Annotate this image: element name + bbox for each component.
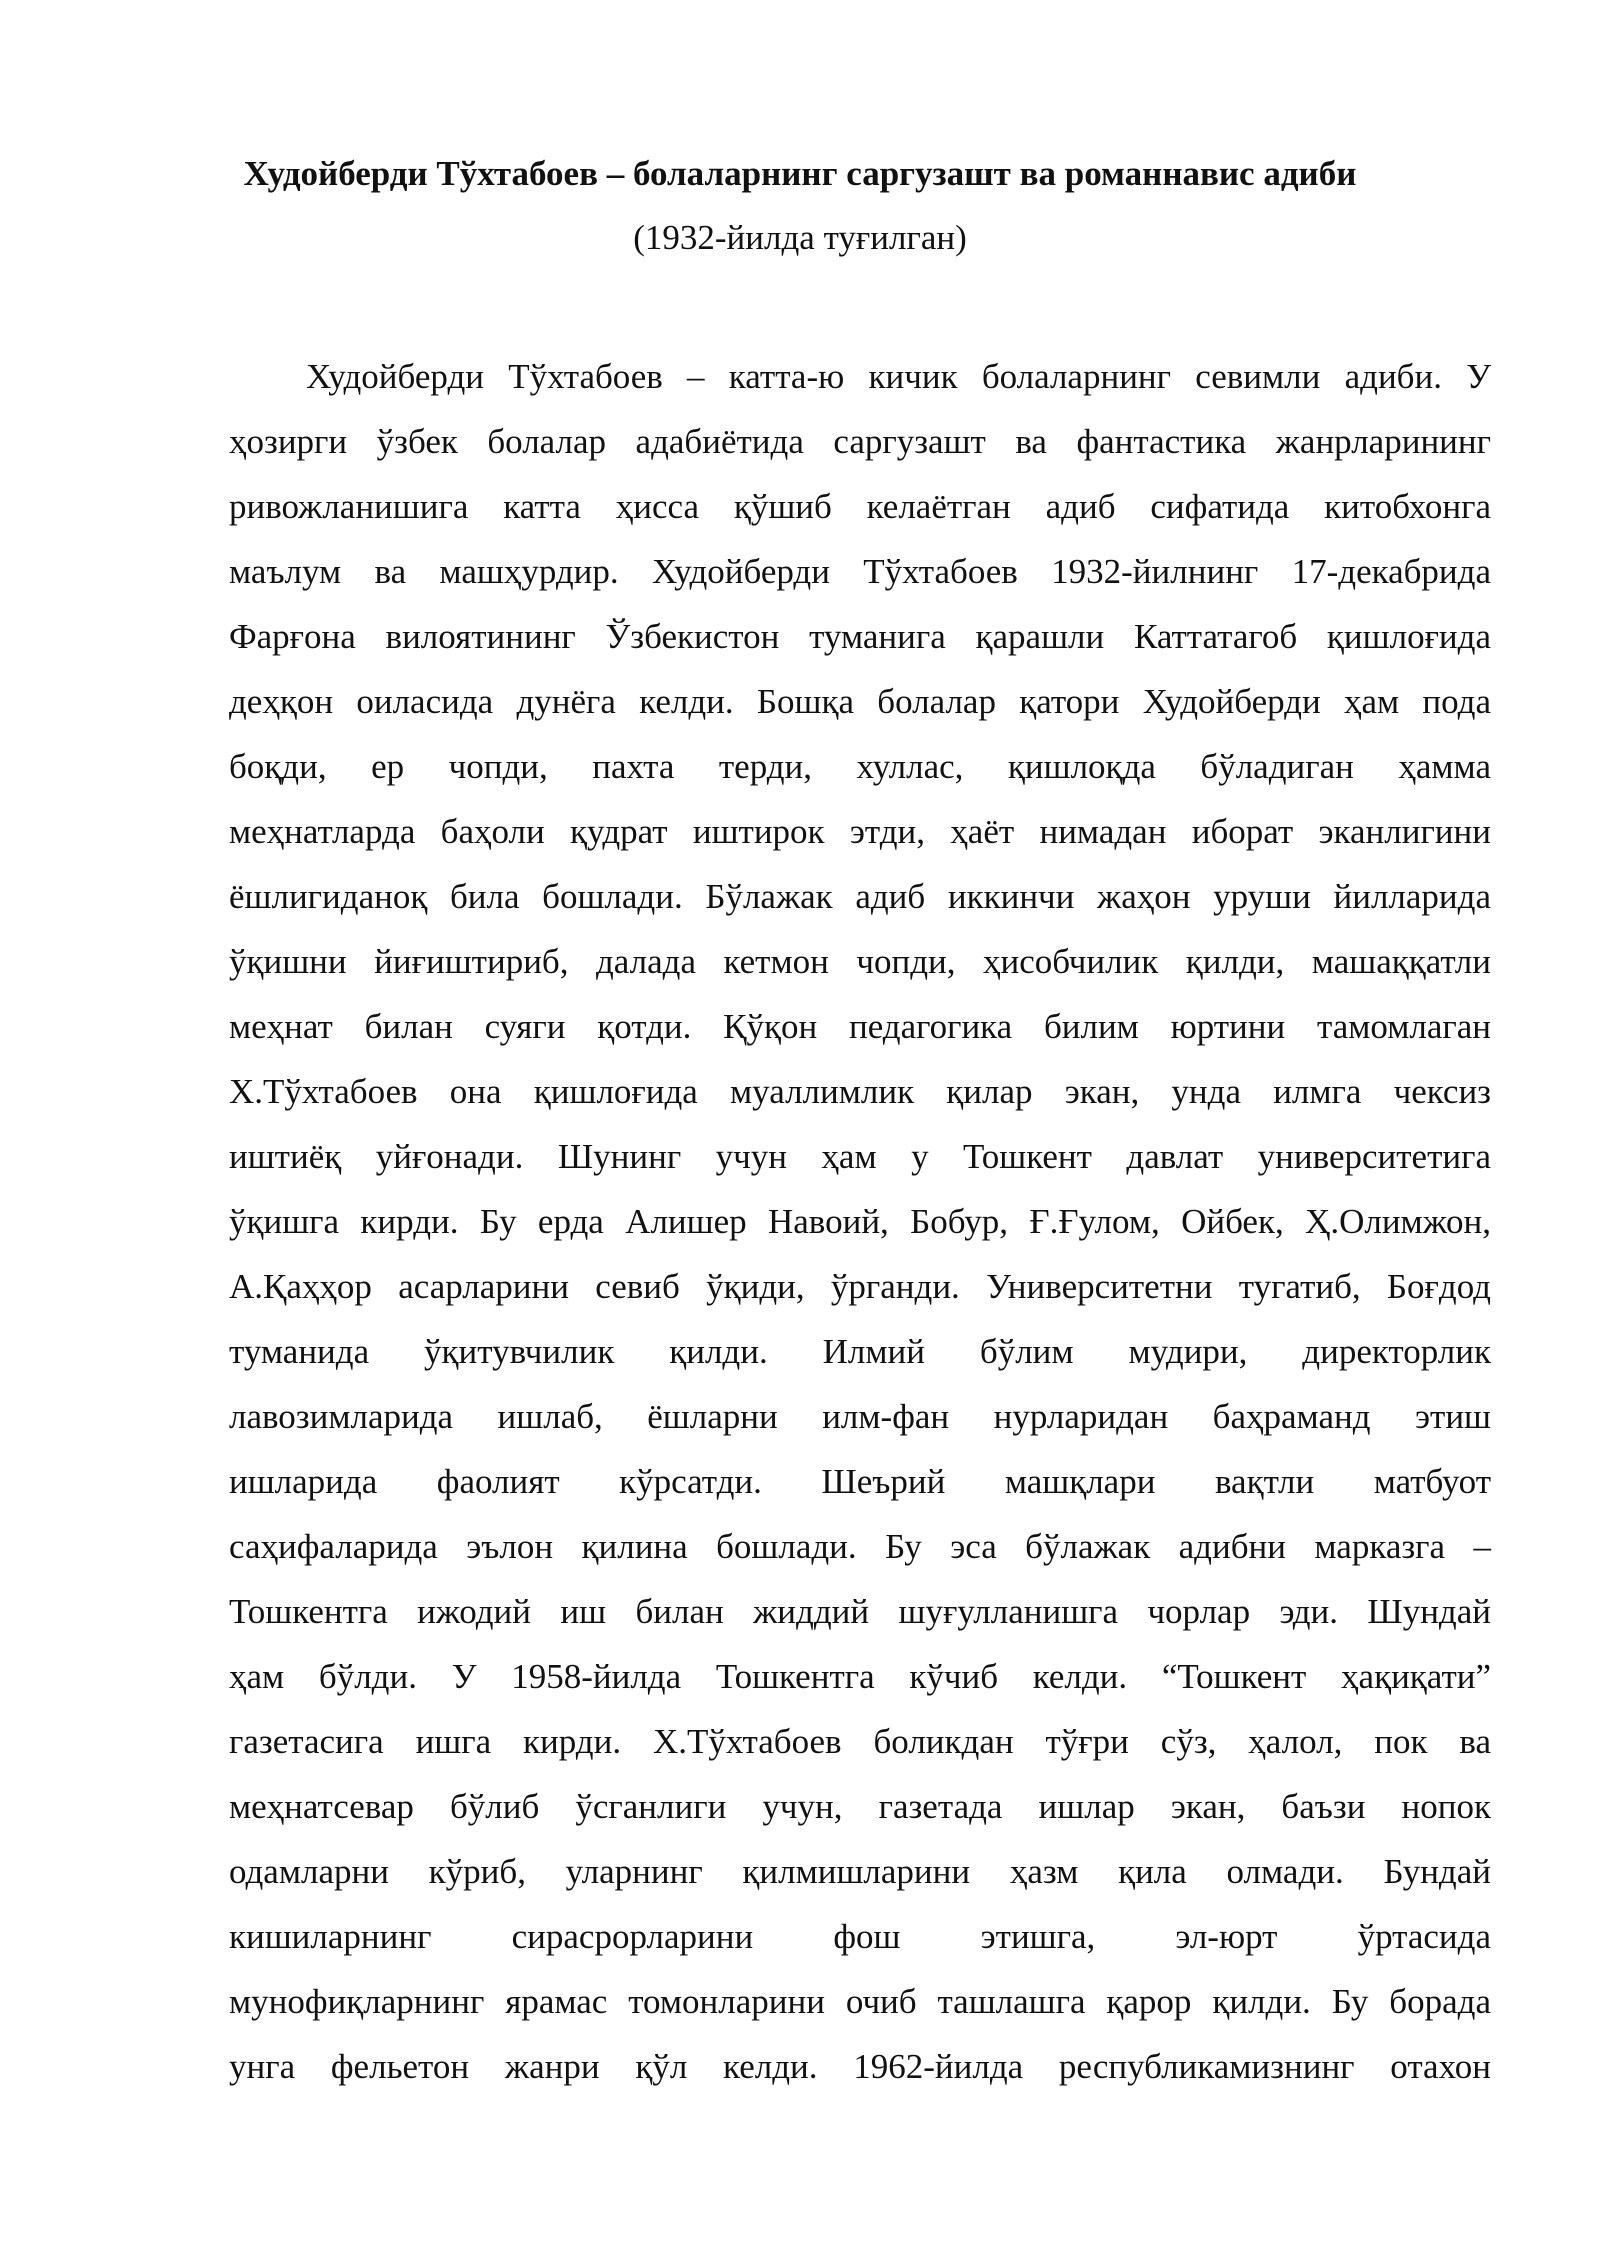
text-line: ҳозирги ўзбек болалар адабиётида саргузашт ва фантастика жанрларининг <box>229 422 1491 461</box>
text-line: меҳнатларда баҳоли қудрат иштирок этди, ҳаёт нимадан иборат эканлигини <box>229 812 1491 851</box>
text-line: ривожланишига катта ҳисса қўшиб келаётган адиб сифатида китобхонга <box>229 487 1491 526</box>
text-line: меҳнат билан суяги қотди. Қўқон педагогика билим юртини тамомлаган <box>229 1007 1491 1046</box>
text-line: А.Қаҳҳор асарларини севиб ўқиди, ўрганди. Университетни тугатиб, Боғдод <box>229 1267 1491 1306</box>
text-line: Худойберди Тўхтабоев – катта-ю кичик болаларнинг севимли адиби. У <box>306 357 1491 396</box>
text-line: боқди, ер чопди, пахта терди, хуллас, қишлоқда бўладиган ҳамма <box>229 747 1491 786</box>
text-line: мунофиқларнинг ярамас томонларини очиб ташлашга қарор қилди. Бу борада <box>229 1982 1491 2021</box>
text-line: ёшлигиданоқ била бошлади. Бўлажак адиб иккинчи жаҳон уруши йилларида <box>229 877 1491 916</box>
text-line: Тошкентга ижодий иш билан жиддий шуғулланишга чорлар эди. Шундай <box>229 1592 1491 1631</box>
text-line: ҳам бўлди. У 1958-йилда Тошкентга кўчиб келди. “Тошкент ҳақиқати” <box>229 1657 1491 1696</box>
text-line: одамларни кўриб, уларнинг қилмишларини ҳазм қила олмади. Бундай <box>229 1852 1491 1891</box>
text-line: ўқишни йиғиштириб, далада кетмон чопди, ҳисобчилик қилди, машаққатли <box>229 942 1491 981</box>
text-line: саҳифаларида эълон қилина бошлади. Бу эса бўлажак адибни марказга – <box>229 1527 1491 1566</box>
text-line: лавозимларида ишлаб, ёшларни илм-фан нурларидан баҳраманд этиш <box>229 1397 1491 1436</box>
text-line: туманида ўқитувчилик қилди. Илмий бўлим мудири, директорлик <box>229 1332 1491 1371</box>
text-line: газетасига ишга кирди. Х.Тўхтабоев боликдан тўғри сўз, ҳалол, пок ва <box>229 1722 1491 1761</box>
text-line: маълум ва машҳурдир. Худойберди Тўхтабоев 1932-йилнинг 17-декабрида <box>229 552 1491 591</box>
text-line: Фарғона вилоятининг Ўзбекистон туманига қарашли Каттатагоб қишлоғида <box>229 617 1491 656</box>
document-title: Худойберди Тўхтабоев – болаларнинг саргузашт ва романнавис адиби <box>243 154 1357 193</box>
text-line: иштиёқ уйғонади. Шунинг учун ҳам у Тошкент давлат университетига <box>229 1137 1491 1176</box>
text-line: кишиларнинг сирасрорларини фош этишга, эл-юрт ўртасида <box>229 1917 1491 1956</box>
document-subtitle: (1932-йилда туғилган) <box>633 218 967 257</box>
text-line: ишларида фаолият кўрсатди. Шеърий машқлари вақтли матбуот <box>229 1462 1491 1501</box>
text-line: деҳқон оиласида дунёга келди. Бошқа болалар қатори Худойберди ҳам пода <box>229 682 1491 721</box>
text-line: меҳнатсевар бўлиб ўсганлиги учун, газетада ишлар экан, баъзи нопок <box>229 1787 1491 1826</box>
body-paragraph <box>229 344 1491 2099</box>
text-line: ўқишга кирди. Бу ерда Алишер Навоий, Бобур, Ғ.Ғулом, Ойбек, Ҳ.Олимжон, <box>229 1202 1491 1241</box>
text-line: Х.Тўхтабоев она қишлоғида муаллимлик қилар экан, унда илмга чексиз <box>229 1072 1491 1111</box>
text-line: унга фельетон жанри қўл келди. 1962-йилда республикамизнинг отахон <box>229 2047 1491 2086</box>
